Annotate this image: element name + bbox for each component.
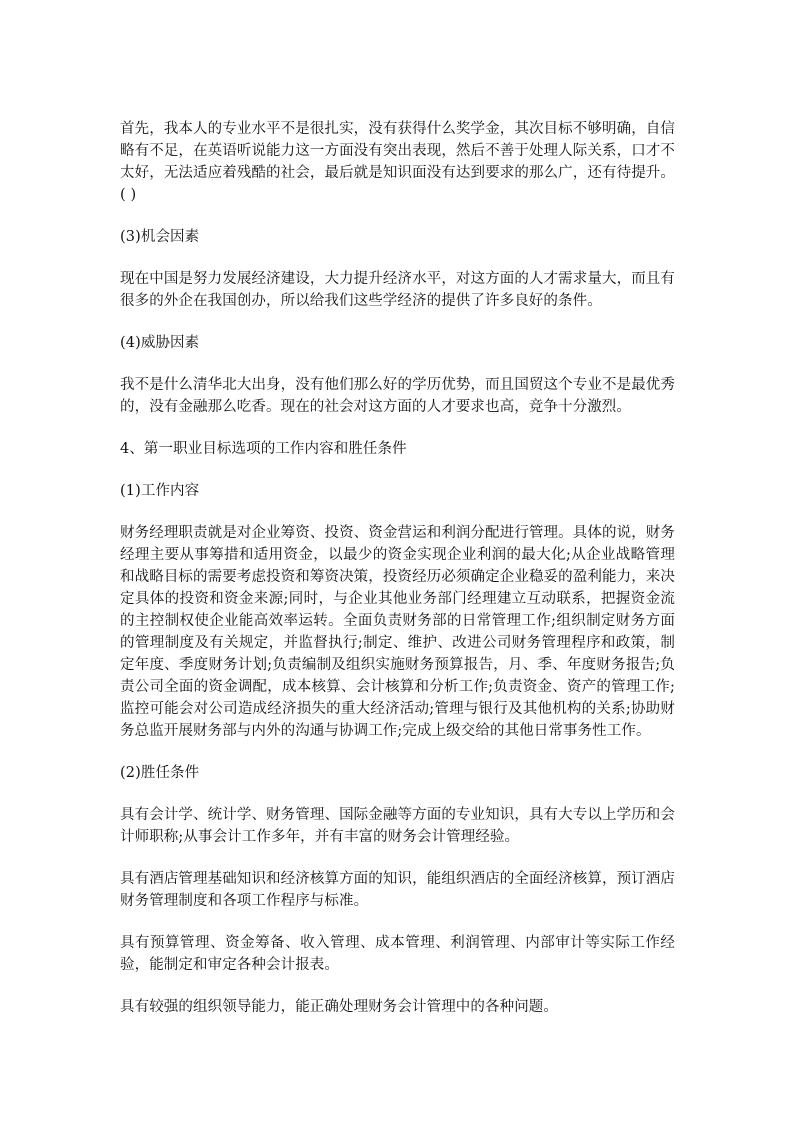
document-page bbox=[120, 118, 675, 1038]
heading-opportunities: (3)机会因素 bbox=[120, 229, 200, 245]
paragraph-work-content: 财务经理职责就是对企业筹资、投资、资金营运和利润分配进行管理。具体的说，财务经理主要从事筹措和适用资金，以最少的资金实现企业利润的最大化;从企业战略管理和战略目标的需要考虑投资和筹资决策，投资经历必须确定企业稳妥的盈利能力，来决定具体的投资和资金来源;同时，与企业其他业务部门经理建立互动联系，把握资金流的主控制权使企业能高效率运转。全面负责财务部的日常管理工作;组织制定财务方面的管理制度及有关规定，并监督执行;制定、维护、改进公司财务管理程序和政策，制定年度、季度财务计划;负责编制及组织实施财务预算报告，月、季、年度财务报告;负责公司全面的资金调配，成本核算、会计核算和分析工作;负责资金、资产的管理工作;监控可能会对公司造成经济损失的重大经济活动;管理与银行及其他机构的关系;协助财务总监开展财务部与内外的沟通与协调工作;完成上级交给的其他日常事务性工作。 bbox=[120, 525, 675, 739]
heading-qualifications: (2)胜任条件 bbox=[120, 765, 200, 781]
heading-work-content: (1)工作内容 bbox=[120, 483, 200, 499]
paragraph-qualification-3: 具有预算管理、资金筹备、收入管理、成本管理、利润管理、内部审计等实际工作经验，能制定和审定各种会计报表。 bbox=[120, 935, 675, 973]
paragraph-weaknesses: 首先，我本人的专业水平不是很扎实，没有获得什么奖学金，其次目标不够明确，自信略有不足，在英语听说能力这一方面没有突出表现，然后不善于处理人际关系，口才不太好，无法适应着残酷的社会，最后就是知识面没有达到要求的那么广，还有待提升。( ) bbox=[120, 121, 675, 203]
paragraph-qualification-1: 具有会计学、统计学、财务管理、国际金融等方面的专业知识，具有大专以上学历和会计师职称;从事会计工作多年，并有丰富的财务会计管理经验。 bbox=[120, 807, 675, 845]
paragraph-opportunities: 现在中国是努力发展经济建设，大力提升经济水平，对这方面的人才需求量大，而且有很多的外企在我国创办，所以给我们这些学经济的提供了许多良好的条件。 bbox=[120, 271, 675, 309]
heading-threats: (4)威胁因素 bbox=[120, 335, 200, 351]
paragraph-qualification-4: 具有较强的组织领导能力，能正确处理财务会计管理中的各种问题。 bbox=[120, 999, 558, 1015]
paragraph-threats: 我不是什么清华北大出身，没有他们那么好的学历优势，而且国贸这个专业不是最优秀的，没有金融那么吃香。现在的社会对这方面的人才要求也高，竞争十分激烈。 bbox=[120, 377, 675, 415]
section-heading-career-goal: 4、第一职业目标选项的工作内容和胜任条件 bbox=[120, 441, 407, 457]
paragraph-qualification-2: 具有酒店管理基础知识和经济核算方面的知识，能组织酒店的全面经济核算，预订酒店财务管理制度和各项工作程序与标准。 bbox=[120, 871, 675, 909]
